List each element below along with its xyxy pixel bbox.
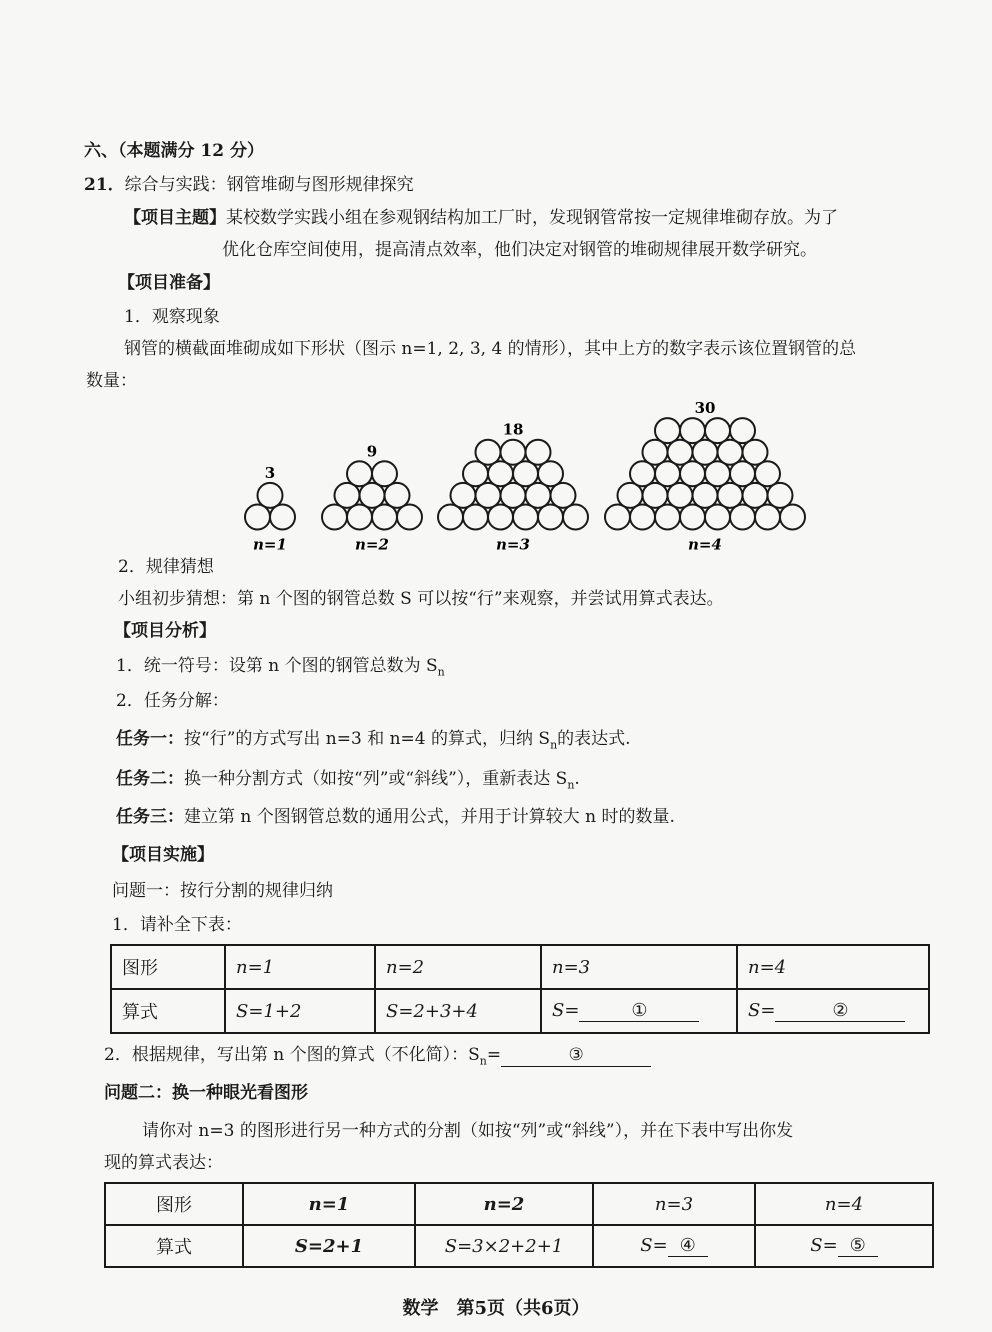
pipe-circle xyxy=(526,440,551,465)
table-cell[interactable] xyxy=(541,989,737,1033)
theme-line-2: 优化仓库空间使用，提高清点效率，他们决定对钢管的堆砌规律展开数学研究。 xyxy=(222,240,817,260)
page-footer: 数学 第5页（共6页） xyxy=(402,1298,590,1319)
pipe-circle xyxy=(258,483,283,508)
prep-desc-1: 钢管的横截面堆砌成如下形状（图示 n=1, 2, 3, 4 的情形），其中上方的数字表示该位置钢管的总 xyxy=(124,339,857,359)
table-cell[interactable] xyxy=(737,989,929,1033)
pipe-total-label: 3 xyxy=(264,463,276,482)
task-3-text: 建立第 n 个图钢管总数的通用公式，并用于计算较大 n 时的数量. xyxy=(184,807,675,827)
table-cell: n=1 xyxy=(225,945,375,989)
table-row xyxy=(105,1225,933,1267)
task-3-label: 任务三： xyxy=(116,807,184,827)
row-formula-table xyxy=(110,944,930,1034)
pipe-circle xyxy=(730,418,755,443)
theme-label: 【项目主题】 xyxy=(124,208,226,228)
figure-n-label: n=3 xyxy=(496,535,530,552)
pipe-circle xyxy=(705,418,730,443)
analysis-item-1 xyxy=(116,655,445,683)
figure-n-label: n=2 xyxy=(355,535,389,552)
pipe-stack-n2 xyxy=(322,442,422,552)
problem-title xyxy=(84,174,414,196)
pipe-stack-n4 xyxy=(605,399,805,552)
task-2-label: 任务二： xyxy=(116,769,184,789)
table-cell: n=4 xyxy=(755,1183,933,1225)
pipe-total-label: 18 xyxy=(502,420,524,439)
table-cell: 图形 xyxy=(105,1183,243,1225)
problem-number: 21． xyxy=(84,175,125,195)
pipe-circle xyxy=(476,440,501,465)
q1-title: 问题一：按行分割的规律归纳 xyxy=(112,881,333,901)
table-cell: n=4 xyxy=(737,945,929,989)
pipe-circle xyxy=(347,461,372,486)
task-3 xyxy=(116,806,675,828)
prep-label: 【项目准备】 xyxy=(118,273,220,293)
table-cell[interactable] xyxy=(755,1225,933,1267)
pipe-stack-figure xyxy=(230,392,810,552)
table-cell: S=2+1 xyxy=(243,1225,415,1267)
pipe-total-label: 9 xyxy=(366,442,378,461)
formula-prefix: S= xyxy=(810,1235,838,1256)
table-row xyxy=(105,1183,933,1225)
q1-item-2-eq: = xyxy=(486,1045,502,1065)
q1-item-2-text: 2．根据规律，写出第 n 个图的算式（不化简）：S xyxy=(104,1045,480,1065)
q1-item-2-sub: n xyxy=(479,1054,487,1068)
table-cell: n=2 xyxy=(375,945,541,989)
task-1-sub: n xyxy=(550,738,558,752)
pipe-stack-n3 xyxy=(438,421,588,552)
table-cell[interactable] xyxy=(593,1225,755,1267)
analysis-item-2: 2．任务分解： xyxy=(116,691,229,711)
answer-blank-3[interactable]: ③ xyxy=(501,1044,651,1067)
problem-title-text: 综合与实践：钢管堆砌与图形规律探究 xyxy=(124,175,414,195)
prep-observe: 1．观察现象 xyxy=(124,307,220,327)
section-heading: 六、（本题满分 12 分） xyxy=(84,141,264,161)
table-cell: S=3×2+2+1 xyxy=(415,1225,593,1267)
formula-prefix: S= xyxy=(640,1235,668,1256)
table-cell: 算式 xyxy=(111,989,225,1033)
pipe-circle xyxy=(655,418,680,443)
figure-n-label: n=1 xyxy=(253,535,287,552)
task-2-sub: n xyxy=(567,778,575,792)
alt-formula-table xyxy=(104,1182,934,1268)
answer-blank-5[interactable]: ⑤ xyxy=(838,1235,878,1257)
guess-title: 2．规律猜想 xyxy=(118,557,214,577)
pipe-circle xyxy=(680,418,705,443)
pipe-circle xyxy=(372,461,397,486)
table-cell: n=3 xyxy=(541,945,737,989)
pipe-circle xyxy=(501,440,526,465)
q1-item-1: 1．请补全下表： xyxy=(112,915,242,935)
answer-blank-1[interactable]: ① xyxy=(579,1000,699,1022)
task-1-end: 的表达式. xyxy=(557,729,631,749)
theme-text-1: 某校数学实践小组在参观钢结构加工厂时，发现钢管常按一定规律堆砌存放。为了 xyxy=(226,208,838,228)
table-cell: n=1 xyxy=(243,1183,415,1225)
table-row xyxy=(111,945,929,989)
task-2-text: 换一种分割方式（如按“列”或“斜线”），重新表达 S xyxy=(184,769,568,789)
pipe-total-label: 30 xyxy=(694,399,716,418)
table-cell: 算式 xyxy=(105,1225,243,1267)
q2-desc-1: 请你对 n=3 的图形进行另一种方式的分割（如按“列”或“斜线”），并在下表中写出你发 xyxy=(142,1121,794,1141)
q1-item-2 xyxy=(104,1044,651,1072)
figure-n-label: n=4 xyxy=(688,535,722,552)
task-1-text: 按“行”的方式写出 n=3 和 n=4 的算式，归纳 S xyxy=(184,729,551,749)
answer-blank-2[interactable]: ② xyxy=(775,1000,905,1022)
task-2-end: . xyxy=(574,769,580,789)
prep-desc-2: 数量： xyxy=(86,371,137,391)
answer-blank-4[interactable]: ④ xyxy=(668,1235,708,1257)
table-cell: 图形 xyxy=(111,945,225,989)
table-cell: n=3 xyxy=(593,1183,755,1225)
impl-label: 【项目实施】 xyxy=(112,845,214,865)
table-cell: n=2 xyxy=(415,1183,593,1225)
table-row xyxy=(111,989,929,1033)
task-2 xyxy=(116,768,580,796)
formula-prefix: S= xyxy=(552,1000,580,1021)
analysis-item-1-sub: n xyxy=(437,665,445,679)
table-cell: S=1+2 xyxy=(225,989,375,1033)
task-1 xyxy=(116,728,631,756)
analysis-item-1-text: 1．统一符号：设第 n 个图的钢管总数为 S xyxy=(116,656,438,676)
q2-desc-2: 现的算式表达： xyxy=(104,1153,223,1173)
theme-line-1 xyxy=(124,207,838,229)
pipe-stack-n1 xyxy=(245,464,295,552)
analysis-label: 【项目分析】 xyxy=(114,621,216,641)
q2-title: 问题二：换一种眼光看图形 xyxy=(104,1083,308,1103)
formula-prefix: S= xyxy=(748,1000,776,1021)
guess-text: 小组初步猜想：第 n 个图的钢管总数 S 可以按“行”来观察，并尝试用算式表达。 xyxy=(118,589,724,609)
table-cell: S=2+3+4 xyxy=(375,989,541,1033)
task-1-label: 任务一： xyxy=(116,729,184,749)
